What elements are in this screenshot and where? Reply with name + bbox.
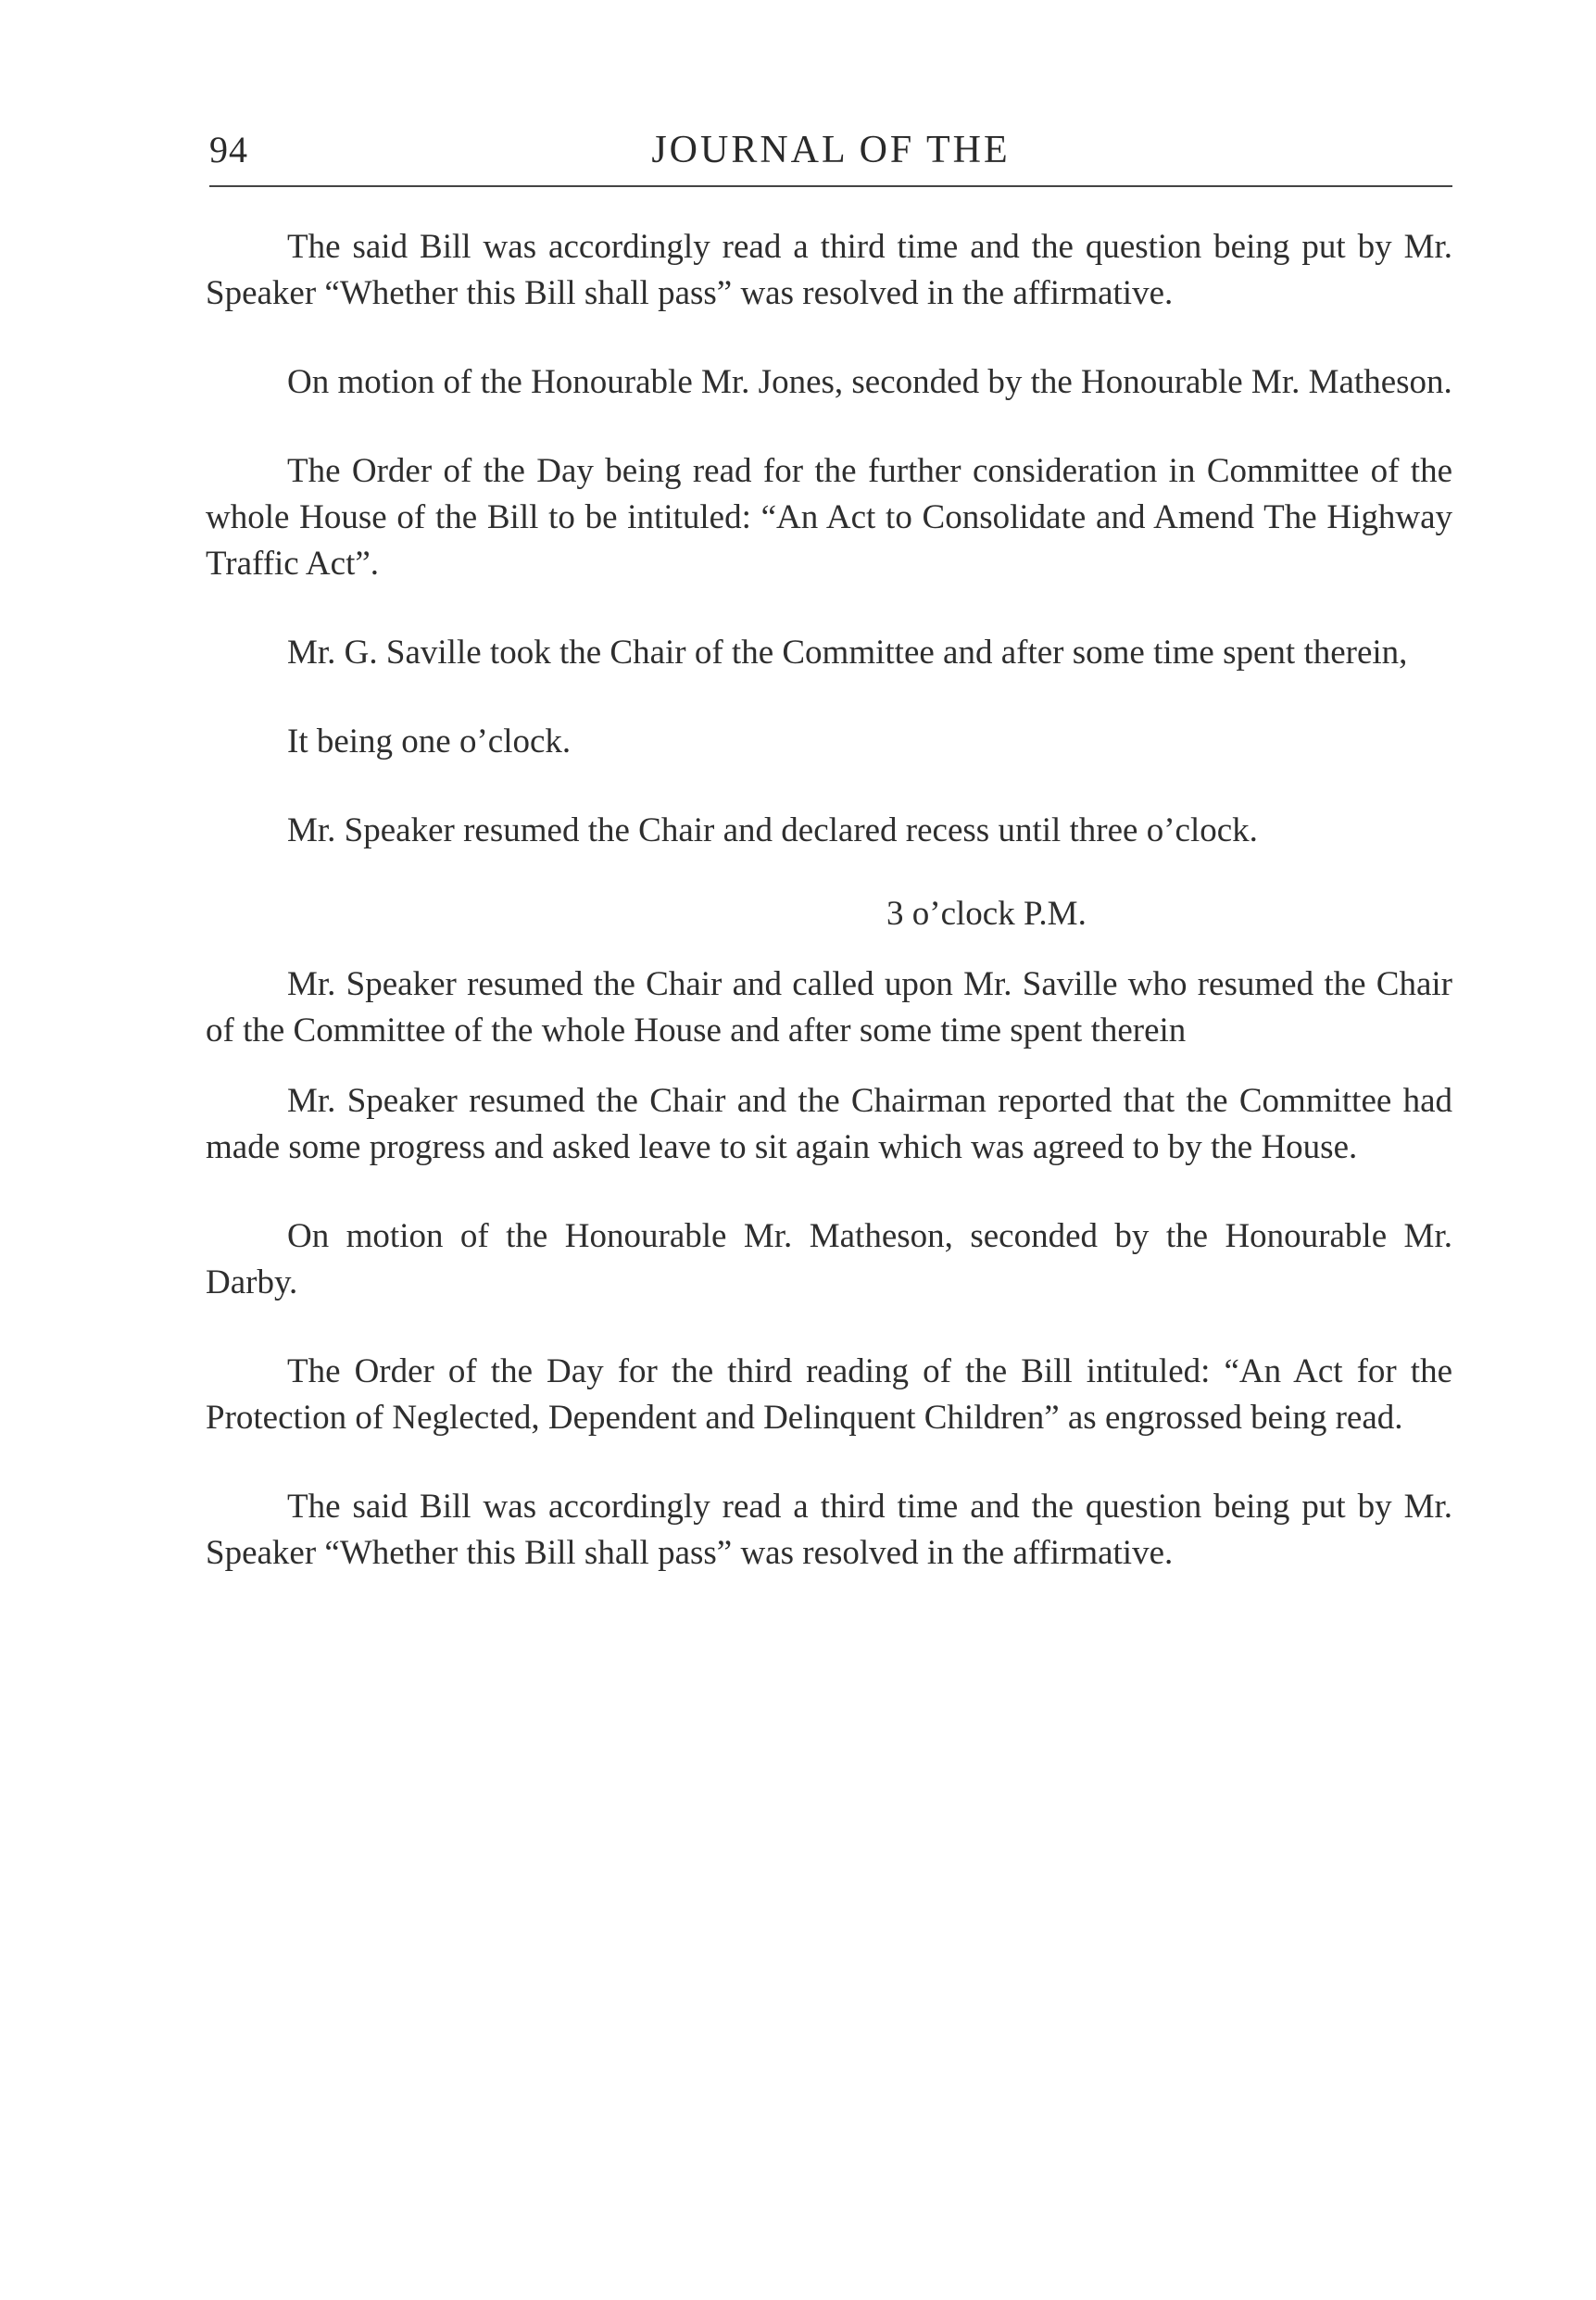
paragraph-order-highway-traffic: The Order of the Day being read for the further consideration in Committee of the whole House of the Bill to be intituled: “An Act to Consolidate and Amend The Highway Traffic Act”.	[206, 452, 1452, 583]
paragraph-bill-third-reading-1: The said Bill was accordingly read a third time and the question being put by Mr. Speaker “Whether this Bill shall pass” was resolved in the affirmative.	[206, 228, 1452, 312]
page-header	[209, 128, 1452, 193]
paragraph-motion-jones: On motion of the Honourable Mr. Jones, seconded by the Honourable Mr. Matheson.	[287, 363, 1452, 401]
paragraph-motion-matheson: On motion of the Honourable Mr. Matheson, seconded by the Honourable Mr. Darby.	[206, 1217, 1452, 1301]
journal-body	[206, 224, 1452, 1577]
paragraph-bill-third-reading-2: The said Bill was accordingly read a third time and the question being put by Mr. Speaker “Whether this Bill shall pass” was resolved in the affirmative.	[206, 1488, 1452, 1572]
paragraph-one-oclock: It being one o’clock.	[287, 723, 572, 760]
page-number: 94	[209, 129, 248, 170]
paragraph-recess: Mr. Speaker resumed the Chair and declared recess until three o’clock.	[287, 811, 1258, 849]
paragraph-chairman-report: Mr. Speaker resumed the Chair and the Chairman reported that the Committee had made some progress and asked leave to sit again which was agreed to by the House.	[206, 1082, 1452, 1166]
paragraph-speaker-calls-saville: Mr. Speaker resumed the Chair and called upon Mr. Saville who resumed the Chair of the Committee of the whole House and after some time spent therein	[206, 965, 1452, 1049]
paragraph-order-children-act: The Order of the Day for the third reading of the Bill intituled: “An Act for the Protection of Neglected, Dependent and Delinquent Children” as engrossed being read.	[206, 1352, 1452, 1437]
header-rule	[209, 185, 1452, 187]
time-marker: 3 o’clock P.M.	[886, 895, 1087, 933]
running-title: JOURNAL OF THE	[651, 129, 1011, 171]
paragraph-saville-chair: Mr. G. Saville took the Chair of the Committee and after some time spent therein,	[287, 634, 1408, 672]
